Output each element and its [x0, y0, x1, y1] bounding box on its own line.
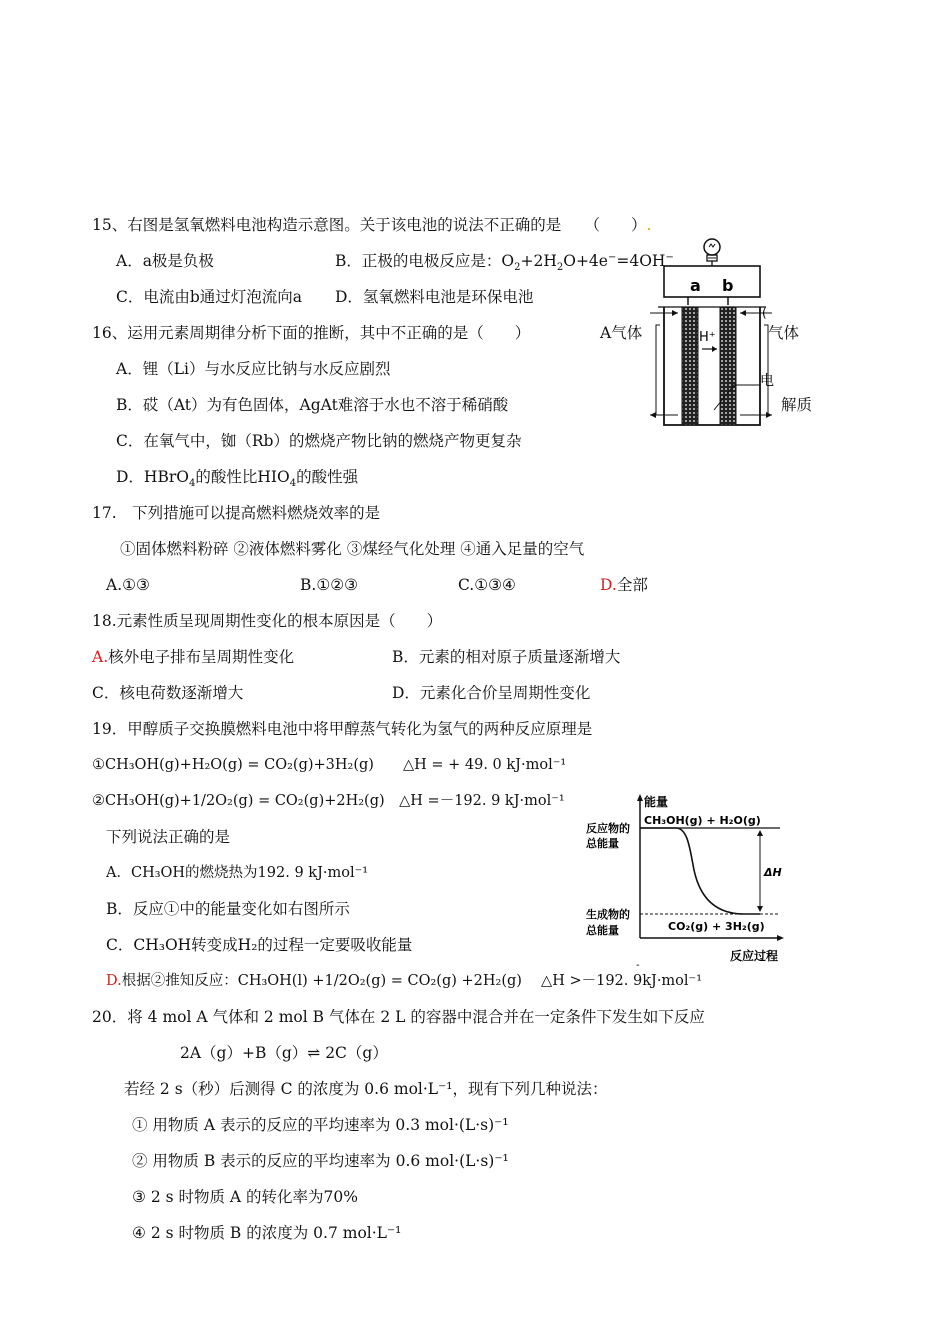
electrode-a-label: a: [690, 276, 701, 295]
q17-items: ①固体燃料粉碎 ②液体燃料雾化 ③煤经气化处理 ④通入足量的空气: [120, 540, 585, 558]
y-axis-label: 能量: [644, 795, 669, 809]
electrode-b: [720, 307, 736, 425]
electrode-b-label: b: [722, 276, 734, 295]
energy-diagram: [584, 790, 794, 970]
q20-condition: 若经 2 s（秒）后测得 C 的浓度为 0.6 mol·L⁻¹，现有下列几种说法：: [124, 1080, 608, 1098]
svg-text:(: (: [762, 306, 767, 320]
x-axis-label: 反应过程: [730, 949, 779, 963]
q19-option-c: C．CH₃OH转变成H₂的过程一定要吸收能量: [106, 936, 413, 954]
cell-electrolyte-label: 解质: [781, 396, 813, 414]
q18-option-b: B．元素的相对原子质量逐渐增大: [392, 648, 621, 666]
q16-option-d: D．HBrO$_4$的酸性比$HIO_4$的酸性强: [116, 468, 359, 490]
proton-label: H⁺: [699, 330, 716, 345]
q16-option-c: C．在氧气中，铷（Rb）的燃烧产物比钠的燃烧产物更复杂: [116, 432, 522, 450]
q16-option-b: B．砹（At）为有色固体，AgAt难溶于水也不溶于稀硝酸: [116, 396, 509, 414]
q16-option-a: A．锂（Li）与水反应比钠与水反应剧烈: [116, 360, 391, 378]
energy-curve: [640, 828, 760, 914]
q19-option-a: A．CH₃OH的燃烧热为192. 9 kJ·mol⁻¹: [106, 865, 369, 881]
q20-equation: 2A（g）+B（g）⇌ 2C（g）: [180, 1044, 388, 1062]
svg-text:反应物的: 反应物的: [586, 822, 630, 835]
q15-stem: 15、右图是氢氧燃料电池构造示意图。关于该电池的说法不正确的是 （ ）.: [92, 216, 652, 234]
q20-statement-2: ② 用物质 B 表示的反应的平均速率为 0.6 mol·(L·s)⁻¹: [132, 1152, 509, 1170]
q17-option-b: B.①②③: [300, 576, 359, 594]
q19-prompt: 下列说法正确的是: [106, 828, 231, 846]
svg-text:总能量: 总能量: [586, 837, 619, 850]
q18-option-a: A.核外电子排布呈周期性变化: [92, 648, 295, 666]
fuel-cell-diagram: [648, 235, 778, 430]
q20-stem: 20．将 4 mol A 气体和 2 mol B 气体在 2 L 的容器中混合并在一定条件下发生如下反应: [92, 1008, 705, 1026]
product-formula: CO₂(g) + 3H₂(g): [668, 920, 765, 933]
q17-option-d: D.全部: [600, 576, 648, 594]
q17-option-c: C.①③④: [458, 576, 516, 594]
svg-text:生成物的: 生成物的: [586, 908, 630, 921]
cell-right-gas-label: 气体: [768, 324, 800, 342]
cell-left-gas-label: A气体: [600, 324, 643, 342]
q15-option-d: D．氢氧燃料电池是环保电池: [335, 288, 534, 306]
delta-h-label: ΔH: [764, 866, 782, 879]
q18-stem: 18.元素性质呈现周期性变化的根本原因是（ ）: [92, 612, 443, 630]
q20-statement-4: ④ 2 s 时物质 B 的浓度为 0.7 mol·L⁻¹: [132, 1224, 402, 1242]
q17-option-a: A.①③: [106, 576, 150, 594]
q19-stem: 19．甲醇质子交换膜燃料电池中将甲醇蒸气转化为氢气的两种反应原理是: [92, 720, 593, 738]
q19-reaction-2: ②CH₃OH(g)+1/2O₂(g) = CO₂(g)+2H₂(g) △H =－192. 9 kJ·mol⁻¹: [92, 793, 565, 809]
electrode-a: [682, 307, 698, 425]
light-bulb-icon: [704, 239, 720, 261]
q18-option-c: C．核电荷数逐渐增大: [92, 684, 244, 702]
q19-option-d: D.根据②推知反应：CH₃OH(l) +1/2O₂(g) = CO₂(g) +2H₂(g) △H >－192. 9kJ·mol⁻¹: [106, 973, 703, 989]
q20-statement-3: ③ 2 s 时物质 A 的转化率为70%: [132, 1188, 358, 1206]
q17-stem: 17. 下列措施可以提高燃料燃烧效率的是: [92, 504, 381, 522]
svg-text:-: -: [636, 960, 640, 970]
q16-stem: 16、运用元素周期律分析下面的推断，其中不正确的是（ ）: [92, 324, 531, 342]
q18-option-d: D．元素化合价呈周期性变化: [392, 684, 591, 702]
q19-option-b: B．反应①中的能量变化如右图所示: [106, 900, 350, 918]
q15-option-a: A．a极是负极: [116, 252, 214, 270]
q20-statement-1: ① 用物质 A 表示的反应的平均速率为 0.3 mol·(L·s)⁻¹: [132, 1116, 509, 1134]
electrolyte-partial-label: 电: [760, 373, 774, 389]
q19-reaction-1: ①CH₃OH(g)+H₂O(g) = CO₂(g)+3H₂(g) △H = + 49. 0 kJ·mol⁻¹: [92, 757, 567, 773]
reactant-formula: CH₃OH(g) + H₂O(g): [644, 814, 761, 827]
svg-text:总能量: 总能量: [586, 924, 619, 937]
q15-option-c: C．电流由b通过灯泡流向a: [116, 288, 303, 306]
q15-option-b: B．正极的电极反应是：$O_2+2H_2O+4e^-=4OH^-$: [335, 251, 674, 274]
